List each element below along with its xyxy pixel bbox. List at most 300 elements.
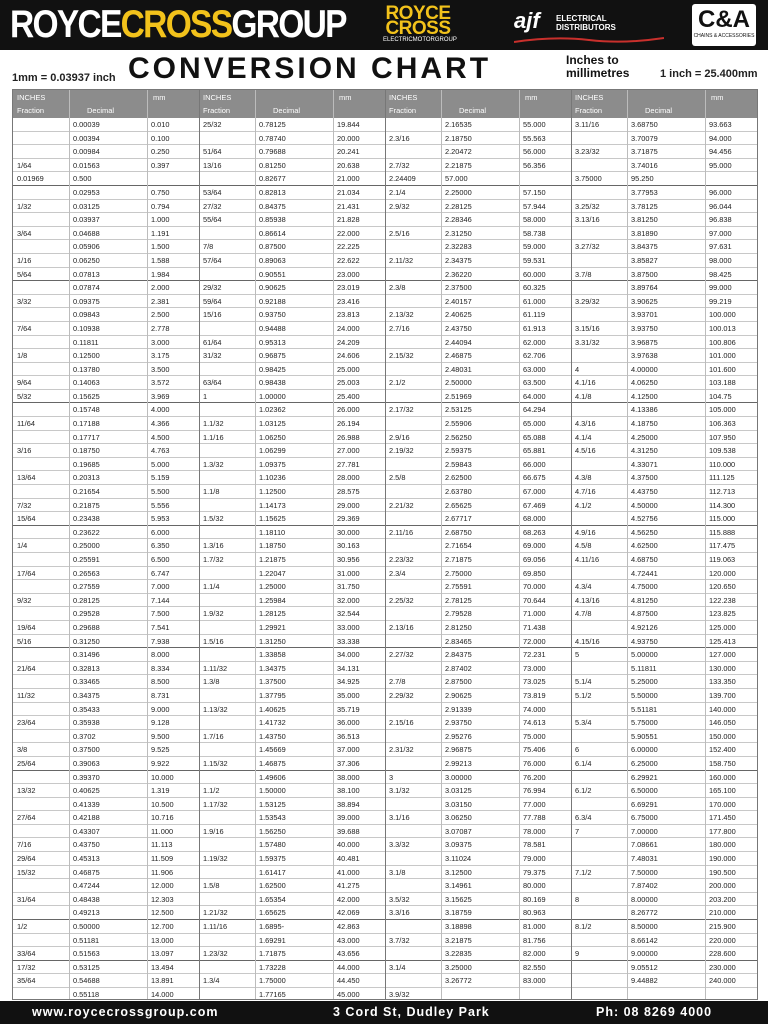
cell-fraction: 2.17/32 <box>389 405 414 415</box>
cell-mm: 66.675 <box>523 473 546 483</box>
cell-decimal: 4.92126 <box>631 622 658 632</box>
cell-fraction: 1/32 <box>17 201 32 211</box>
cell-fraction: 13/64 <box>17 473 36 483</box>
cell-mm: 101.600 <box>709 364 736 374</box>
cell-decimal: 0.43750 <box>73 840 100 850</box>
cell-fraction: 1 <box>203 391 208 401</box>
footer-bar <box>0 1001 768 1024</box>
cell-fraction: 1.3/4 <box>203 976 220 986</box>
cell-fraction: 2.13/16 <box>389 622 414 632</box>
cell-decimal: 1.65625 <box>259 908 286 918</box>
cell-mm: 34.131 <box>337 663 360 673</box>
cell-decimal: 0.31250 <box>73 636 100 646</box>
cell-decimal: 1.02362 <box>259 405 286 415</box>
cell-decimal: 3.97638 <box>631 351 658 361</box>
cell-mm: 25.000 <box>337 364 360 374</box>
cell-decimal: 0.35433 <box>73 704 100 714</box>
cell-decimal: 0.09375 <box>73 296 100 306</box>
cell-decimal: 3.07087 <box>445 826 472 836</box>
cell-fraction: 1/64 <box>17 160 32 170</box>
cell-decimal: 4.13386 <box>631 405 658 415</box>
cell-fraction: 61/64 <box>203 337 222 347</box>
cell-decimal: 0.98425 <box>259 364 286 374</box>
cell-mm: 44.000 <box>337 962 360 972</box>
column-divider <box>69 90 70 999</box>
cell-mm: 82.550 <box>523 962 546 972</box>
cell-mm: 58.000 <box>523 215 546 225</box>
page-subtitle: Inches to millimetres <box>566 53 630 80</box>
cell-decimal: 2.99213 <box>445 758 472 768</box>
cell-decimal: 0.51181 <box>73 935 100 945</box>
cell-mm: 25.400 <box>337 391 360 401</box>
cell-fraction: 33/64 <box>17 949 36 959</box>
cell-decimal: 4.72441 <box>631 568 658 578</box>
cell-fraction: 4.3/4 <box>575 582 592 592</box>
cell-fraction: 25/64 <box>17 758 36 768</box>
cell-decimal: 2.51969 <box>445 391 472 401</box>
cell-mm: 140.000 <box>709 704 736 714</box>
cell-mm: 72.231 <box>523 650 546 660</box>
cell-decimal: 4.81250 <box>631 595 658 605</box>
cell-decimal: 8.00000 <box>631 894 658 904</box>
cell-fraction: 1.3/32 <box>203 459 224 469</box>
cell-mm: 67.000 <box>523 487 546 497</box>
cell-decimal: 0.28125 <box>73 595 100 605</box>
cell-mm: 44.450 <box>337 976 360 986</box>
cell-mm: 80.000 <box>523 881 546 891</box>
royce-logo-line2: CROSS <box>385 18 451 39</box>
cell-mm: 77.788 <box>523 813 546 823</box>
cell-fraction: 1.3/8 <box>203 677 220 687</box>
column-divider <box>333 90 334 999</box>
cell-decimal: 0.11811 <box>73 337 99 347</box>
cell-decimal: 2.21875 <box>445 160 472 170</box>
cell-fraction: 5.3/4 <box>575 718 592 728</box>
cell-mm: 8.500 <box>151 677 170 687</box>
cell-fraction: 21/64 <box>17 663 36 673</box>
inch-to-mm-note: 1 inch = 25.400mm <box>660 68 758 80</box>
cell-decimal: 0.06250 <box>73 255 100 265</box>
cell-mm: 67.469 <box>523 500 546 510</box>
cell-decimal: 0.23438 <box>73 514 100 524</box>
cell-decimal: 6.75000 <box>631 813 658 823</box>
cell-mm: 165.100 <box>709 786 736 796</box>
cell-mm: 70.644 <box>523 595 546 605</box>
cell-fraction: 31/64 <box>17 894 36 904</box>
cell-mm: 111.125 <box>709 473 735 483</box>
cell-decimal: 4.37500 <box>631 473 658 483</box>
cell-decimal: 1.45669 <box>259 745 286 755</box>
cell-mm: 171.450 <box>709 813 736 823</box>
cell-decimal: 2.40625 <box>445 310 472 320</box>
cell-decimal: 1.40625 <box>259 704 286 714</box>
cell-fraction: 2.3/8 <box>389 283 406 293</box>
cell-decimal: 6.69291 <box>631 799 658 809</box>
cell-decimal: 5.00000 <box>631 650 658 660</box>
cell-mm: 146.050 <box>709 718 736 728</box>
cell-fraction: 9 <box>575 949 580 959</box>
cell-decimal: 0.18750 <box>73 446 100 456</box>
cell-mm: 11.509 <box>151 854 174 864</box>
cell-decimal: 0.85938 <box>259 215 286 225</box>
cell-decimal: 0.00984 <box>73 147 100 157</box>
cell-decimal: 5.51181 <box>631 704 658 714</box>
header-inches: INCHES <box>389 93 418 102</box>
cell-mm: 21.828 <box>337 215 360 225</box>
conversion-table <box>12 89 758 1000</box>
cell-decimal: 3.06250 <box>445 813 472 823</box>
cell-mm: 25.003 <box>337 378 360 388</box>
cell-decimal: 4.25000 <box>631 432 658 442</box>
cell-decimal: 0.25000 <box>73 541 100 551</box>
cell-fraction: 1.7/32 <box>203 555 224 564</box>
cell-decimal: 1.31250 <box>259 636 286 646</box>
cell-fraction: 2.1/4 <box>389 187 406 197</box>
cell-fraction: 1.21/32 <box>203 908 228 918</box>
cell-decimal: 7.87402 <box>631 881 658 891</box>
cell-mm: 29.369 <box>337 514 360 524</box>
cell-mm: 42.000 <box>337 894 360 904</box>
ajf-logo-text <box>556 14 616 32</box>
cell-decimal: 3.14961 <box>445 881 472 891</box>
cell-decimal: 0.13780 <box>73 364 100 374</box>
cell-mm: 69.000 <box>523 541 546 551</box>
cell-mm: 6.000 <box>151 527 170 537</box>
cell-decimal: 2.65625 <box>445 500 472 510</box>
header-decimal: Decimal <box>273 106 301 115</box>
cell-mm: 65.088 <box>523 432 546 442</box>
cell-mm: 6.747 <box>151 568 170 578</box>
cell-decimal: 3.18898 <box>445 922 472 932</box>
cell-decimal: 3.03150 <box>445 799 472 809</box>
cell-decimal: 2.36220 <box>445 269 472 279</box>
cell-decimal: 7.50000 <box>631 867 658 877</box>
cell-decimal: 3.81250 <box>631 215 658 225</box>
cell-fraction: 2.7/8 <box>389 677 406 687</box>
cell-mm: 9.525 <box>151 745 170 755</box>
cell-fraction: 3.15/16 <box>575 323 600 333</box>
cell-mm: 24.209 <box>337 337 360 347</box>
cell-decimal: 3.15625 <box>445 894 472 904</box>
cell-mm: 200.000 <box>709 881 736 891</box>
cell-mm: 7.541 <box>151 622 170 632</box>
cell-mm: 57.944 <box>523 201 546 211</box>
cell-mm: 63.000 <box>523 364 546 374</box>
cell-decimal: 2.84375 <box>445 650 472 660</box>
cell-mm: 93.663 <box>709 120 732 129</box>
cell-mm: 8.000 <box>151 650 170 660</box>
cell-decimal: 0.78740 <box>259 133 286 143</box>
cell-fraction: 63/64 <box>203 378 222 388</box>
cell-decimal: 3.74016 <box>631 160 658 170</box>
cell-decimal: 1.37500 <box>259 677 286 687</box>
cell-decimal: 4.75000 <box>631 582 658 592</box>
cell-fraction: 17/64 <box>17 568 36 578</box>
cell-fraction: 55/64 <box>203 215 222 225</box>
cell-fraction: 27/32 <box>203 201 222 211</box>
cell-fraction: 1.5/16 <box>203 636 224 646</box>
cell-mm: 56.356 <box>523 160 546 170</box>
cell-mm: 2.778 <box>151 323 170 333</box>
cell-mm: 43.656 <box>337 949 360 959</box>
cell-mm: 76.000 <box>523 758 546 768</box>
cell-mm: 3.572 <box>151 378 170 388</box>
cell-mm: 32.544 <box>337 609 360 619</box>
cell-mm: 74.000 <box>523 704 546 714</box>
cell-decimal: 1.56250 <box>259 826 286 836</box>
cell-mm: 3.000 <box>151 337 170 347</box>
cell-decimal: 6.00000 <box>631 745 658 755</box>
mm-to-inch-note: 1mm = 0.03937 inch <box>12 72 116 84</box>
cell-decimal: 3.81890 <box>631 228 658 238</box>
cell-decimal: 2.28346 <box>445 215 472 225</box>
cell-fraction: 59/64 <box>203 296 222 306</box>
cell-decimal: 2.48031 <box>445 364 472 374</box>
cell-mm: 96.000 <box>709 187 732 197</box>
cell-mm: 210.000 <box>709 908 736 918</box>
cell-decimal: 1.65354 <box>259 894 286 904</box>
cell-mm: 2.381 <box>151 296 170 306</box>
cell-decimal: 1.49606 <box>259 772 286 782</box>
cell-fraction: 4.1/8 <box>575 391 592 401</box>
cell-decimal: 9.05512 <box>631 962 658 972</box>
cell-mm: 61.913 <box>523 323 546 333</box>
cell-mm: 35.719 <box>337 704 360 714</box>
brand-wordmark <box>10 3 346 47</box>
cell-mm: 20.241 <box>337 147 360 157</box>
cell-decimal: 1.10236 <box>259 473 286 483</box>
cell-mm: 12.700 <box>151 922 174 932</box>
cell-fraction: 6.1/2 <box>575 786 592 796</box>
header-mm: mm <box>525 93 538 102</box>
cell-mm: 5.000 <box>151 459 170 469</box>
cell-decimal: 2.44094 <box>445 337 472 347</box>
cell-fraction: 2.15/32 <box>389 351 414 361</box>
cell-decimal: 2.75591 <box>445 582 472 592</box>
cell-mm: 37.306 <box>337 758 360 768</box>
cell-mm: 1.319 <box>151 786 170 796</box>
cell-mm: 41.275 <box>337 881 360 891</box>
cell-decimal: 8.66142 <box>631 935 658 945</box>
cell-decimal: 0.86614 <box>259 228 286 238</box>
cell-fraction: 57/64 <box>203 255 222 265</box>
cell-mm: 220.000 <box>709 935 736 945</box>
cell-decimal: 2.55906 <box>445 419 472 429</box>
cell-decimal: 3.84375 <box>631 242 658 252</box>
cell-decimal: 3.18759 <box>445 908 472 918</box>
cell-fraction: 2.3/4 <box>389 568 406 578</box>
cell-mm: 240.000 <box>709 976 736 986</box>
cell-mm: 30.956 <box>337 555 360 564</box>
cell-mm: 31.000 <box>337 568 360 578</box>
footer-address: 3 Cord St, Dudley Park <box>333 1005 490 1019</box>
cell-fraction: 3.13/16 <box>575 215 600 225</box>
cell-decimal: 3.25000 <box>445 962 472 972</box>
cell-decimal: 1.28125 <box>259 609 286 619</box>
cell-mm: 77.000 <box>523 799 546 809</box>
cell-fraction: 4.3/16 <box>575 419 596 429</box>
cell-mm: 75.406 <box>523 745 546 755</box>
cell-mm: 0.794 <box>151 201 170 211</box>
cell-decimal: 3.90625 <box>631 296 658 306</box>
cell-fraction: 35/64 <box>17 976 36 986</box>
cell-decimal: 1.43750 <box>259 731 286 741</box>
cell-fraction: 4.9/16 <box>575 527 596 537</box>
cell-fraction: 7 <box>575 826 580 836</box>
cell-mm: 120.000 <box>709 568 736 578</box>
cell-mm: 81.756 <box>523 935 546 945</box>
cell-fraction: 2.3/16 <box>389 133 410 143</box>
cell-fraction: 4.11/16 <box>575 555 600 564</box>
cell-mm: 230.000 <box>709 962 736 972</box>
cell-mm: 7.938 <box>151 636 170 646</box>
cell-decimal: 1.03125 <box>259 419 286 429</box>
cell-mm: 35.000 <box>337 690 360 700</box>
cell-decimal: 7.00000 <box>631 826 658 836</box>
cell-mm: 12.303 <box>151 894 174 904</box>
cell-mm: 39.000 <box>337 813 360 823</box>
cell-decimal: 0.45313 <box>73 854 100 864</box>
cell-decimal: 4.56250 <box>631 527 658 537</box>
cell-decimal: 1.77165 <box>259 990 286 999</box>
cell-fraction: 3/32 <box>17 296 32 306</box>
royce-logo-tagline: ELECTRICMOTORGROUP <box>383 37 457 43</box>
cell-mm: 1.588 <box>151 255 170 265</box>
ajf-logo <box>514 8 674 44</box>
cell-decimal: 1.14173 <box>259 500 286 510</box>
cell-decimal: 0.19685 <box>73 459 100 469</box>
cell-mm: 60.325 <box>523 283 546 293</box>
cell-fraction: 11/64 <box>17 419 35 429</box>
cell-decimal: 3.71875 <box>631 147 658 157</box>
header-fraction: Fraction <box>389 106 417 115</box>
cell-mm: 97.631 <box>709 242 732 252</box>
column-divider <box>705 90 706 999</box>
cell-decimal: 5.11811 <box>631 663 657 673</box>
cell-decimal: 3.03125 <box>445 786 472 796</box>
cell-mm: 28.000 <box>337 473 360 483</box>
cell-mm: 130.000 <box>709 663 736 673</box>
cell-fraction: 5/32 <box>17 391 32 401</box>
cell-decimal: 2.59843 <box>445 459 472 469</box>
cell-decimal: 2.79528 <box>445 609 472 619</box>
cell-mm: 133.350 <box>709 677 736 687</box>
cell-fraction: 3.5/32 <box>389 894 410 904</box>
cell-decimal: 8.50000 <box>631 922 658 932</box>
cell-decimal: 1.37795 <box>259 690 286 700</box>
cell-mm: 103.188 <box>709 378 736 388</box>
cell-decimal: 3.12500 <box>445 867 472 877</box>
cell-decimal: 0.41339 <box>73 799 100 809</box>
cell-decimal: 0.02953 <box>73 187 100 197</box>
column-divider <box>255 90 256 999</box>
cell-decimal: 2.56250 <box>445 432 472 442</box>
cell-mm: 228.600 <box>709 949 736 959</box>
cell-decimal: 0.29528 <box>73 609 100 619</box>
cell-mm: 62.706 <box>523 351 546 361</box>
cell-mm: 100.013 <box>709 323 736 333</box>
cell-fraction: 3.75000 <box>575 174 602 184</box>
cell-fraction: 3.7/32 <box>389 935 410 945</box>
cell-decimal: 2.28125 <box>445 201 472 211</box>
cell-mm: 65.000 <box>523 419 546 429</box>
cell-mm: 125.413 <box>709 636 736 646</box>
cell-mm: 23.416 <box>337 296 360 306</box>
column-divider <box>199 90 200 999</box>
cell-fraction: 5.1/2 <box>575 690 592 700</box>
cell-fraction: 15/16 <box>203 310 222 320</box>
cell-mm: 24.000 <box>337 323 360 333</box>
cell-fraction: 4 <box>575 364 580 374</box>
cell-mm: 22.225 <box>337 242 360 252</box>
cell-decimal: 3.96875 <box>631 337 658 347</box>
cell-mm: 65.881 <box>523 446 546 456</box>
cell-decimal: 1.62500 <box>259 881 286 891</box>
cell-mm: 5.500 <box>151 487 170 497</box>
cell-fraction: 9/32 <box>17 595 32 605</box>
cell-mm: 79.375 <box>523 867 546 877</box>
cell-decimal: 0.21875 <box>73 500 100 510</box>
cell-fraction: 2.24409 <box>389 174 416 184</box>
ajf-swoosh-icon <box>514 36 664 44</box>
cell-mm: 19.844 <box>337 120 360 129</box>
cell-mm: 99.000 <box>709 283 732 293</box>
cell-fraction: 2.21/32 <box>389 500 414 510</box>
cell-fraction: 4.1/16 <box>575 378 596 388</box>
cell-decimal: 0.89063 <box>259 255 286 265</box>
cell-fraction: 1.5/32 <box>203 514 224 524</box>
cell-decimal: 0.50000 <box>73 922 100 932</box>
cell-fraction: 1.23/32 <box>203 949 228 959</box>
cell-mm: 9.000 <box>151 704 170 714</box>
cell-fraction: 8 <box>575 894 580 904</box>
cell-fraction: 1.5/8 <box>203 881 220 891</box>
cell-mm: 24.606 <box>337 351 360 361</box>
cell-mm: 9.500 <box>151 731 170 741</box>
cell-decimal: 2.91339 <box>445 704 472 714</box>
cell-decimal: 4.52756 <box>631 514 658 524</box>
cell-mm: 21.431 <box>337 201 360 211</box>
cell-decimal: 1.25984 <box>259 595 286 605</box>
cell-fraction: 3.7/8 <box>575 269 592 279</box>
cell-decimal: 2.75000 <box>445 568 472 578</box>
cell-mm: 106.363 <box>709 419 736 429</box>
cell-fraction: 1.11/16 <box>203 922 228 932</box>
cell-decimal: 0.01563 <box>73 160 100 170</box>
cell-decimal: 0.92188 <box>259 296 286 306</box>
cell-fraction: 1.1/8 <box>203 487 220 497</box>
cell-fraction: 3.1/4 <box>389 962 406 972</box>
cell-mm: 0.250 <box>151 147 170 157</box>
cell-fraction: 1.9/32 <box>203 609 224 619</box>
cell-decimal: 2.87402 <box>445 663 472 673</box>
cell-mm: 64.000 <box>523 391 546 401</box>
cell-decimal: 6.29921 <box>631 772 658 782</box>
brand-royce: ROYCE <box>10 3 121 46</box>
cell-fraction: 1/4 <box>17 541 28 551</box>
cell-decimal: 3.26772 <box>445 976 472 986</box>
cell-mm: 68.263 <box>523 527 546 537</box>
cell-decimal: 0.42188 <box>73 813 100 823</box>
cell-decimal: 0.20313 <box>73 473 100 483</box>
cell-decimal: 0.49213 <box>73 908 100 918</box>
cell-mm: 11.906 <box>151 867 174 877</box>
cell-fraction: 7/8 <box>203 242 214 252</box>
cell-decimal: 5.90551 <box>631 731 658 741</box>
cell-decimal: 3.93750 <box>631 323 658 333</box>
cell-decimal: 2.31250 <box>445 228 472 238</box>
cell-fraction: 9/64 <box>17 378 32 388</box>
